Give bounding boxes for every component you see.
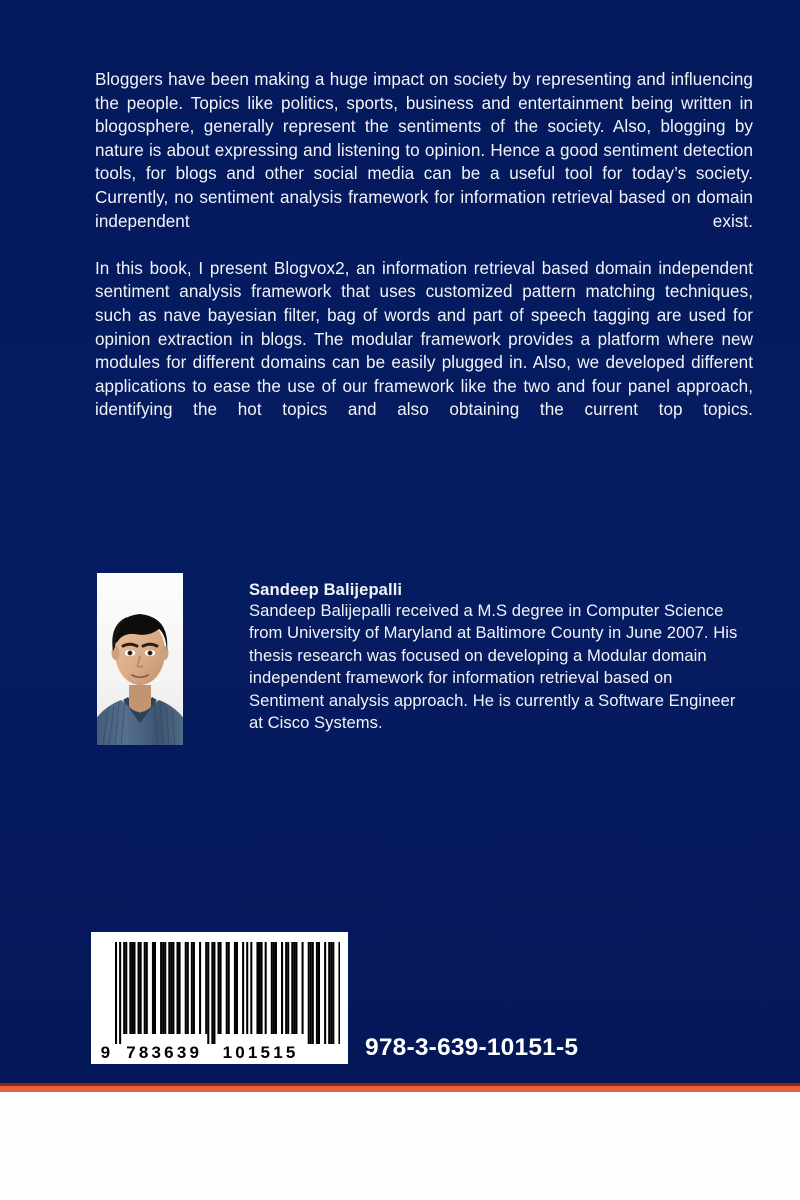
back-cover-blurb <box>95 68 753 446</box>
isbn-barcode <box>91 932 348 1064</box>
svg-text:783639: 783639 <box>126 1043 203 1062</box>
blurb-paragraph-2: In this book, I present Blogvox2, an information retrieval based domain independent sentiment analysis framework that uses customized pattern matching techniques, such as nave bayesian filter, bag of words and part of speech tagging are used for opinion extraction in blogs. The modular framework provides a platform where new modules for different domains can be easily plugged in. Also, we developed different applications to ease the use of our framework like the two and four panel approach, identifying the hot topics and also obtaining the current top topics. <box>95 258 753 420</box>
author-name: Sandeep Balijepalli <box>249 580 403 599</box>
blurb-paragraph-1: Bloggers have been making a huge impact on society by representing and influencing the people. Topics like politics, sports, business and entertainment being written in blogosphere, generally represent the sentiments of the society. Also, blogging by nature is about expressing and listening to opinion. Hence a good sentiment detection tools, for blogs and other social media can be a useful tool for today’s society. Currently, no sentiment analysis framework for information retrieval based on domain independent exist. <box>95 70 753 231</box>
svg-text:9: 9 <box>100 1043 114 1062</box>
portrait-illustration <box>97 573 183 745</box>
svg-text:101515: 101515 <box>222 1043 299 1062</box>
isbn-number: 978-3-639-10151-5 <box>365 1034 579 1061</box>
author-portrait-photo <box>97 573 183 745</box>
author-bio: Sandeep Balijepalli received a M.S degree in Computer Science from University of Maryland at Baltimore County in June 2007. His thesis research was focused on developing a Modular domain independent framework for information retrieval based on Sentiment analysis approach. He is currently a Software Engineer at Cisco Systems. <box>249 601 738 733</box>
author-text-block <box>249 579 749 734</box>
barcode-graphic <box>99 938 340 1062</box>
page-white-base <box>0 1092 800 1200</box>
